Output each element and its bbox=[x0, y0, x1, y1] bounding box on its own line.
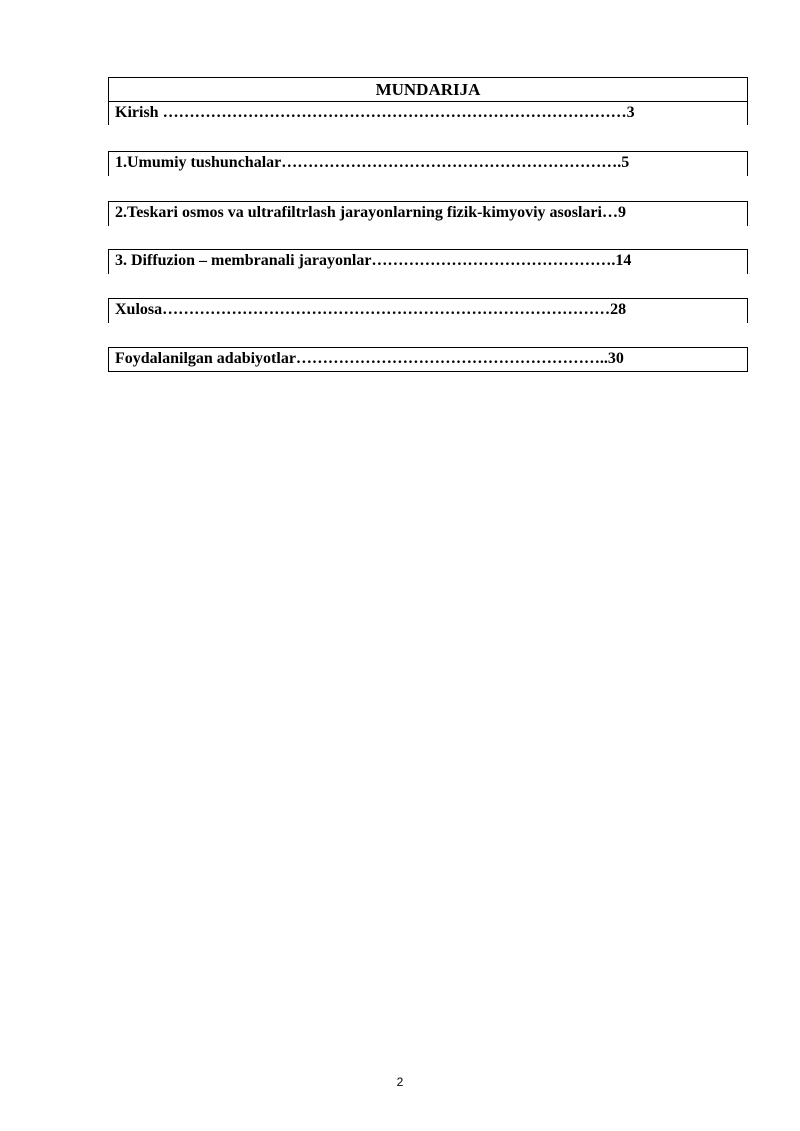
toc-entry-xulosa: Xulosa…………………………………………………………………………28 bbox=[115, 301, 627, 318]
toc-entry-block bbox=[108, 249, 748, 274]
toc-entry-diffuzion: 3. Diffuzion – membranali jarayonlar……………………………………….14 bbox=[115, 252, 632, 269]
toc-entry-block bbox=[108, 347, 748, 372]
toc-entry-block bbox=[108, 151, 748, 176]
toc-entry-adabiyotlar: Foydalanilgan adabiyotlar…………………………………………………..30 bbox=[115, 350, 624, 367]
toc-header-block bbox=[108, 77, 748, 125]
toc-entry-block bbox=[108, 201, 748, 226]
toc-entry-block bbox=[108, 298, 748, 323]
toc-entry-teskari-osmos: 2.Teskari osmos va ultrafiltrlash jarayonlarning fizik-kimyoviy asoslari…9 bbox=[115, 204, 626, 221]
toc-entry-kirish: Kirish ……………………………………………………………………………3 bbox=[115, 104, 635, 121]
toc-entry-umumiy-tushunchalar: 1.Umumiy tushunchalar……………………………………………………….5 bbox=[115, 154, 630, 171]
toc-title: MUNDARIJA bbox=[109, 78, 747, 102]
page-number: 2 bbox=[396, 1075, 404, 1089]
